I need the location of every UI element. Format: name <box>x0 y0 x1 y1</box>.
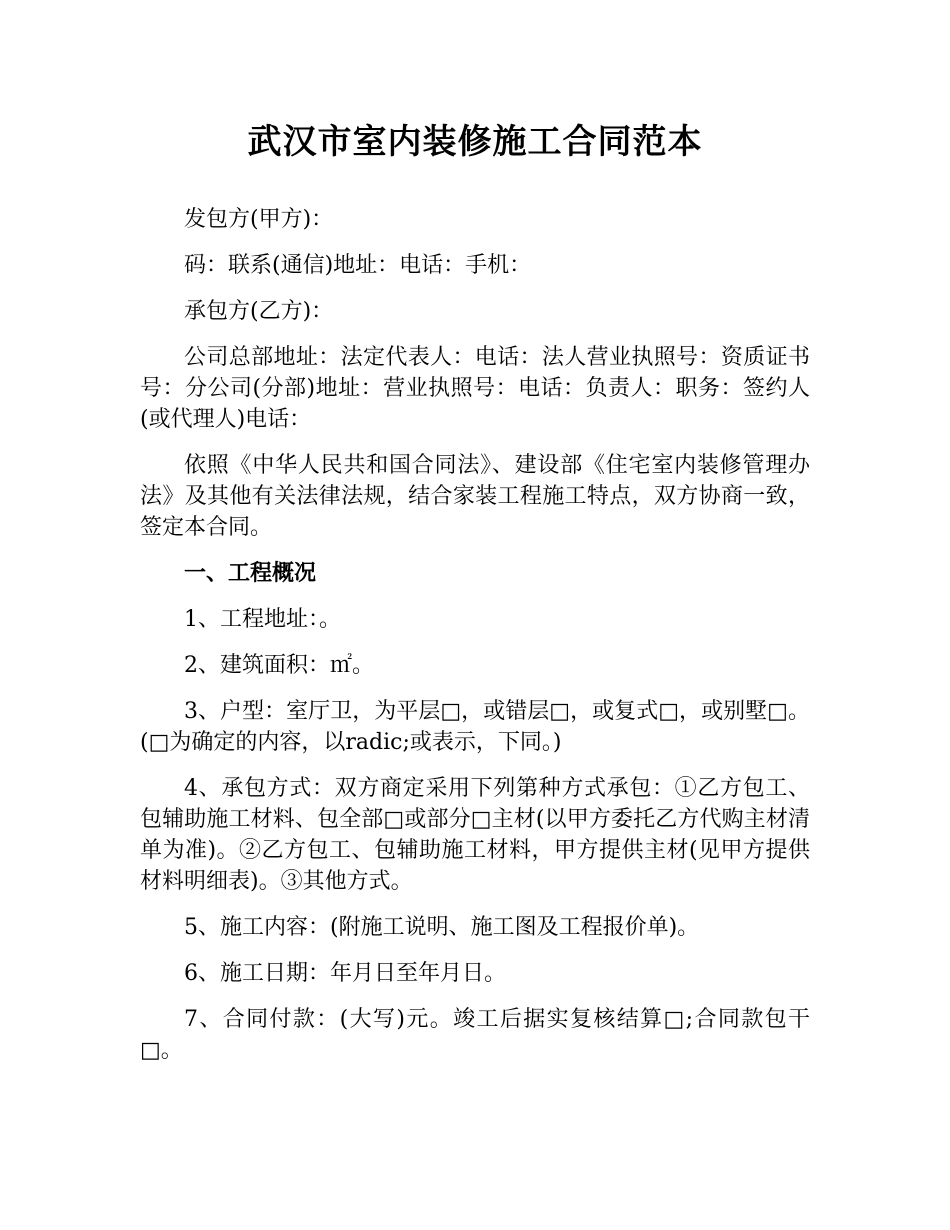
paragraph-party-a-contact: 码：联系(通信)地址：电话：手机： <box>184 253 532 278</box>
clause-area: 2、建筑面积：㎡。 <box>184 653 374 678</box>
document-body <box>140 204 810 1066</box>
paragraph-party-b-details: 公司总部地址：法定代表人：电话：法人营业执照号：资质证书号：分公司(分部)地址：营业执照号：电话：负责人：职务：签约人(或代理人)电话： <box>140 345 810 432</box>
document-page <box>140 0 810 1081</box>
paragraph-party-a: 发包方(甲方)： <box>184 207 334 232</box>
clause-scope: 5、施工内容：(附施工说明、施工图及工程报价单)。 <box>184 915 700 940</box>
paragraph-preamble: 依照《中华人民共和国合同法》、建设部《住宅室内装修管理办法》及其他有关法律法规，结合家装工程施工特点，双方协商一致，签定本合同。 <box>140 453 810 540</box>
clause-contract-method: 4、承包方式：双方商定采用下列第种方式承包：①乙方包工、包辅助施工材料、包全部□或部分□主材(以甲方委托乙方代购主材清单为准)。②乙方包工、包辅助施工材料，甲方提供主材(见甲方提供材料明细表)。③其他方式。 <box>140 776 810 894</box>
clause-payment: 7、合同付款：(大写)元。竣工后据实复核结算□;合同款包干□。 <box>140 1007 810 1063</box>
section-heading-overview: 一、工程概况 <box>184 561 317 586</box>
paragraph-party-b: 承包方(乙方)： <box>184 299 334 324</box>
clause-layout: 3、户型：室厅卫，为平层□，或错层□，或复式□，或别墅□。(□为确定的内容，以radic;或表示，下同。) <box>140 699 810 755</box>
clause-address: 1、工程地址：。 <box>184 607 341 632</box>
document-title: 武汉市室内装修施工合同范本 <box>247 122 703 162</box>
clause-schedule: 6、施工日期：年月日至年月日。 <box>184 961 506 986</box>
